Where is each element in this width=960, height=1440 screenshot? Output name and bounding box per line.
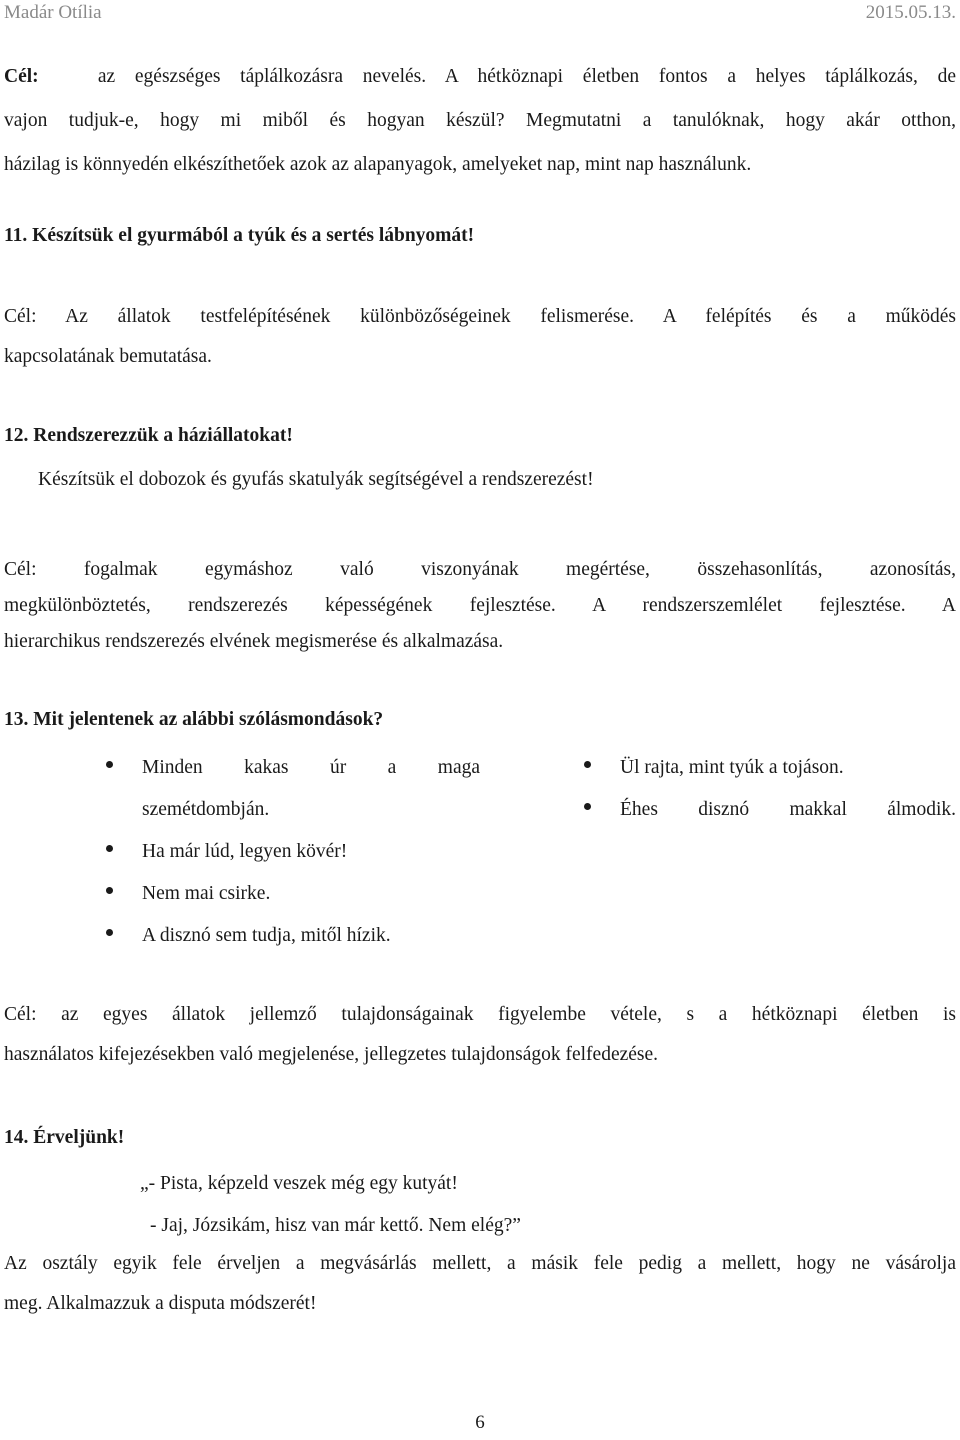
section-11-goal-line-1: Cél: Az állatok testfelépítésének különbözőségeinek felismerése. A felépítés és a működés: [4, 306, 956, 327]
proverbs-right-list: [580, 747, 956, 831]
proverb-line-continued: szemétdombján.: [142, 799, 270, 820]
header-author: Madár Otília: [4, 2, 102, 23]
intro-label: Cél:: [4, 66, 39, 87]
section-14-task: [4, 1244, 956, 1324]
proverb-item: [102, 831, 480, 873]
bullet-icon: [106, 929, 113, 936]
section-11-goal: [4, 297, 956, 377]
intro-line-3: házilag is könnyedén elkészíthetőek azok az alapanyagok, amelyeket nap, mint nap használunk.: [4, 154, 752, 175]
dialogue-line-2: - Jaj, Józsikám, hisz van már kettő. Nem elég?”: [150, 1215, 521, 1236]
bullet-icon: [106, 761, 113, 768]
proverb-line: Ha már lúd, legyen kövér!: [142, 841, 348, 862]
section-13-goal: [4, 995, 956, 1075]
section-14-dialogue: [140, 1163, 840, 1247]
header-date: 2015.05.13.: [865, 2, 956, 23]
section-12-goal-line-3: hierarchikus rendszerezés elvének megismerése és alkalmazása.: [4, 631, 504, 652]
section-12-goal: [4, 552, 956, 660]
proverb-item: [580, 747, 956, 789]
section-14-heading: 14. Érveljünk!: [4, 1127, 125, 1148]
proverb-line: Éhes disznó makkal álmodik.: [620, 799, 956, 820]
intro-goal: [4, 55, 956, 187]
section-11-heading: 11. Készítsük el gyurmából a tyúk és a sertés lábnyomát!: [4, 225, 475, 246]
bullet-icon: [584, 761, 591, 768]
proverb-item: [102, 873, 480, 915]
section-13-goal-line-1: Cél: az egyes állatok jellemző tulajdonságainak figyelembe vétele, s a hétköznapi életben is: [4, 1004, 956, 1025]
section-13-goal-line-2: használatos kifejezésekben való megjelenése, jellegzetes tulajdonságok felfedezése.: [4, 1044, 659, 1065]
bullet-icon: [106, 845, 113, 852]
proverb-item: [102, 747, 480, 831]
page-number: 6: [475, 1412, 485, 1433]
proverb-item: [102, 915, 480, 957]
section-11-goal-line-2: kapcsolatának bemutatása.: [4, 346, 212, 367]
section-14-task-line-2: meg. Alkalmazzuk a disputa módszerét!: [4, 1293, 317, 1314]
bullet-icon: [584, 803, 591, 810]
proverb-line: Ül rajta, mint tyúk a tojáson.: [620, 757, 844, 778]
intro-line-2: vajon tudjuk-e, hogy mi miből és hogyan készül? Megmutatni a tanulóknak, hogy akár otthon,: [4, 110, 956, 131]
proverb-line: A disznó sem tudja, mitől hízik.: [142, 925, 391, 946]
section-12-goal-line-1: Cél: fogalmak egymáshoz való viszonyának megértése, összehasonlítás, azonosítás,: [4, 559, 956, 580]
proverb-line: Minden kakas úr a maga: [142, 757, 480, 778]
section-12-goal-line-2: megkülönböztetés, rendszerezés képességének fejlesztése. A rendszerszemlélet fejlesztése. A: [4, 595, 956, 616]
proverb-item: [580, 789, 956, 831]
proverbs-left-list: [102, 747, 480, 957]
section-12-instruction: Készítsük el dobozok és gyufás skatulyák segítségével a rendszerezést!: [38, 469, 594, 490]
section-14-task-line-1: Az osztály egyik fele érveljen a megvásárlás mellett, a másik fele pedig a mellett, hogy ne vásárolja: [4, 1253, 956, 1274]
proverb-line: Nem mai csirke.: [142, 883, 271, 904]
bullet-icon: [106, 887, 113, 894]
intro-line-1: Cél: az egészséges táplálkozásra nevelés. A hétköznapi életben fontos a helyes táplálkozás, de: [4, 66, 956, 87]
section-12-heading: 12. Rendszerezzük a háziállatokat!: [4, 425, 293, 446]
section-13-heading: 13. Mit jelentenek az alábbi szólásmondások?: [4, 709, 384, 730]
page-header: [4, 2, 956, 28]
dialogue-line-1: „- Pista, képzeld veszek még egy kutyát!: [140, 1173, 458, 1194]
